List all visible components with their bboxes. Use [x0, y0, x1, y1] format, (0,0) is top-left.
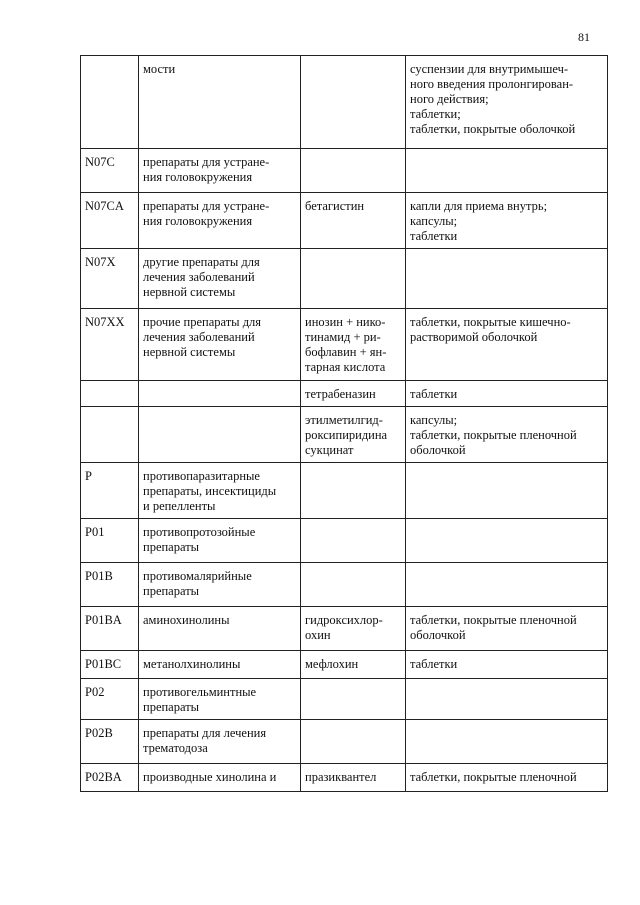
- atc-code-cell: [81, 56, 139, 149]
- table-row: [81, 764, 608, 792]
- dosage-form-cell: таблетки: [406, 381, 608, 407]
- table-row: [81, 56, 608, 149]
- drug-name-cell: [301, 720, 406, 764]
- table-row: [81, 679, 608, 720]
- dosage-form-cell: таблетки, покрытые пленочной оболочкой: [406, 607, 608, 651]
- atc-code-cell: N07XX: [81, 309, 139, 381]
- drug-name-cell: [301, 563, 406, 607]
- drug-name-cell: мефлохин: [301, 651, 406, 679]
- table-row: [81, 563, 608, 607]
- page-number: 81: [578, 30, 590, 44]
- atc-code-cell: P02B: [81, 720, 139, 764]
- dosage-form-cell: [406, 249, 608, 309]
- drug-name-cell: бетагистин: [301, 193, 406, 249]
- dosage-form-cell: таблетки, покрытые пленочной: [406, 764, 608, 792]
- drug-name-cell: инозин + нико- тинамид + ри- бофлавин + ян- тарная кислота: [301, 309, 406, 381]
- group-name-cell: метанолхинолины: [139, 651, 301, 679]
- atc-code-cell: [81, 381, 139, 407]
- table-row: [81, 407, 608, 463]
- group-name-cell: противопротозойные препараты: [139, 519, 301, 563]
- dosage-form-cell: суспензии для внутримышеч- ного введения пролонгирован- ного действия; таблетки; таблетки, покрытые оболочкой: [406, 56, 608, 149]
- dosage-form-cell: таблетки, покрытые кишечно- растворимой оболочкой: [406, 309, 608, 381]
- atc-code-cell: N07C: [81, 149, 139, 193]
- dosage-form-cell: таблетки: [406, 651, 608, 679]
- group-name-cell: препараты для устране- ния головокружения: [139, 149, 301, 193]
- atc-code-cell: P02BA: [81, 764, 139, 792]
- atc-code-cell: P01BA: [81, 607, 139, 651]
- group-name-cell: противогельминтные препараты: [139, 679, 301, 720]
- table-row: [81, 381, 608, 407]
- dosage-form-cell: [406, 720, 608, 764]
- table-row: [81, 463, 608, 519]
- group-name-cell: аминохинолины: [139, 607, 301, 651]
- group-name-cell: препараты для лечения трематодоза: [139, 720, 301, 764]
- drug-name-cell: гидроксихлор- охин: [301, 607, 406, 651]
- group-name-cell: [139, 381, 301, 407]
- group-name-cell: противопаразитарные препараты, инсектициды и репелленты: [139, 463, 301, 519]
- atc-code-cell: P01BC: [81, 651, 139, 679]
- drug-name-cell: [301, 679, 406, 720]
- drug-name-cell: этилметилгид- роксипиридина сукцинат: [301, 407, 406, 463]
- table-row: [81, 519, 608, 563]
- atc-code-cell: P01: [81, 519, 139, 563]
- atc-code-cell: N07X: [81, 249, 139, 309]
- table-row: [81, 193, 608, 249]
- dosage-form-cell: капсулы; таблетки, покрытые пленочной оболочкой: [406, 407, 608, 463]
- table-row: [81, 149, 608, 193]
- table-row: [81, 651, 608, 679]
- dosage-form-cell: капли для приема внутрь; капсулы; таблетки: [406, 193, 608, 249]
- group-name-cell: прочие препараты для лечения заболеваний нервной системы: [139, 309, 301, 381]
- drug-name-cell: [301, 149, 406, 193]
- dosage-form-cell: [406, 679, 608, 720]
- atc-code-cell: N07CA: [81, 193, 139, 249]
- group-name-cell: производные хинолина и: [139, 764, 301, 792]
- group-name-cell: [139, 407, 301, 463]
- group-name-cell: мости: [139, 56, 301, 149]
- atc-code-cell: [81, 407, 139, 463]
- drug-name-cell: [301, 56, 406, 149]
- table-row: [81, 607, 608, 651]
- dosage-form-cell: [406, 463, 608, 519]
- drug-name-cell: [301, 249, 406, 309]
- atc-code-cell: P02: [81, 679, 139, 720]
- group-name-cell: противомалярийные препараты: [139, 563, 301, 607]
- group-name-cell: препараты для устране- ния головокружения: [139, 193, 301, 249]
- drug-name-cell: [301, 463, 406, 519]
- dosage-form-cell: [406, 563, 608, 607]
- table-row: [81, 249, 608, 309]
- drug-table: [80, 55, 608, 792]
- drug-name-cell: празиквантел: [301, 764, 406, 792]
- dosage-form-cell: [406, 519, 608, 563]
- table-row: [81, 720, 608, 764]
- drug-name-cell: тетрабеназин: [301, 381, 406, 407]
- group-name-cell: другие препараты для лечения заболеваний нервной системы: [139, 249, 301, 309]
- dosage-form-cell: [406, 149, 608, 193]
- drug-name-cell: [301, 519, 406, 563]
- atc-code-cell: P01B: [81, 563, 139, 607]
- atc-code-cell: P: [81, 463, 139, 519]
- table-row: [81, 309, 608, 381]
